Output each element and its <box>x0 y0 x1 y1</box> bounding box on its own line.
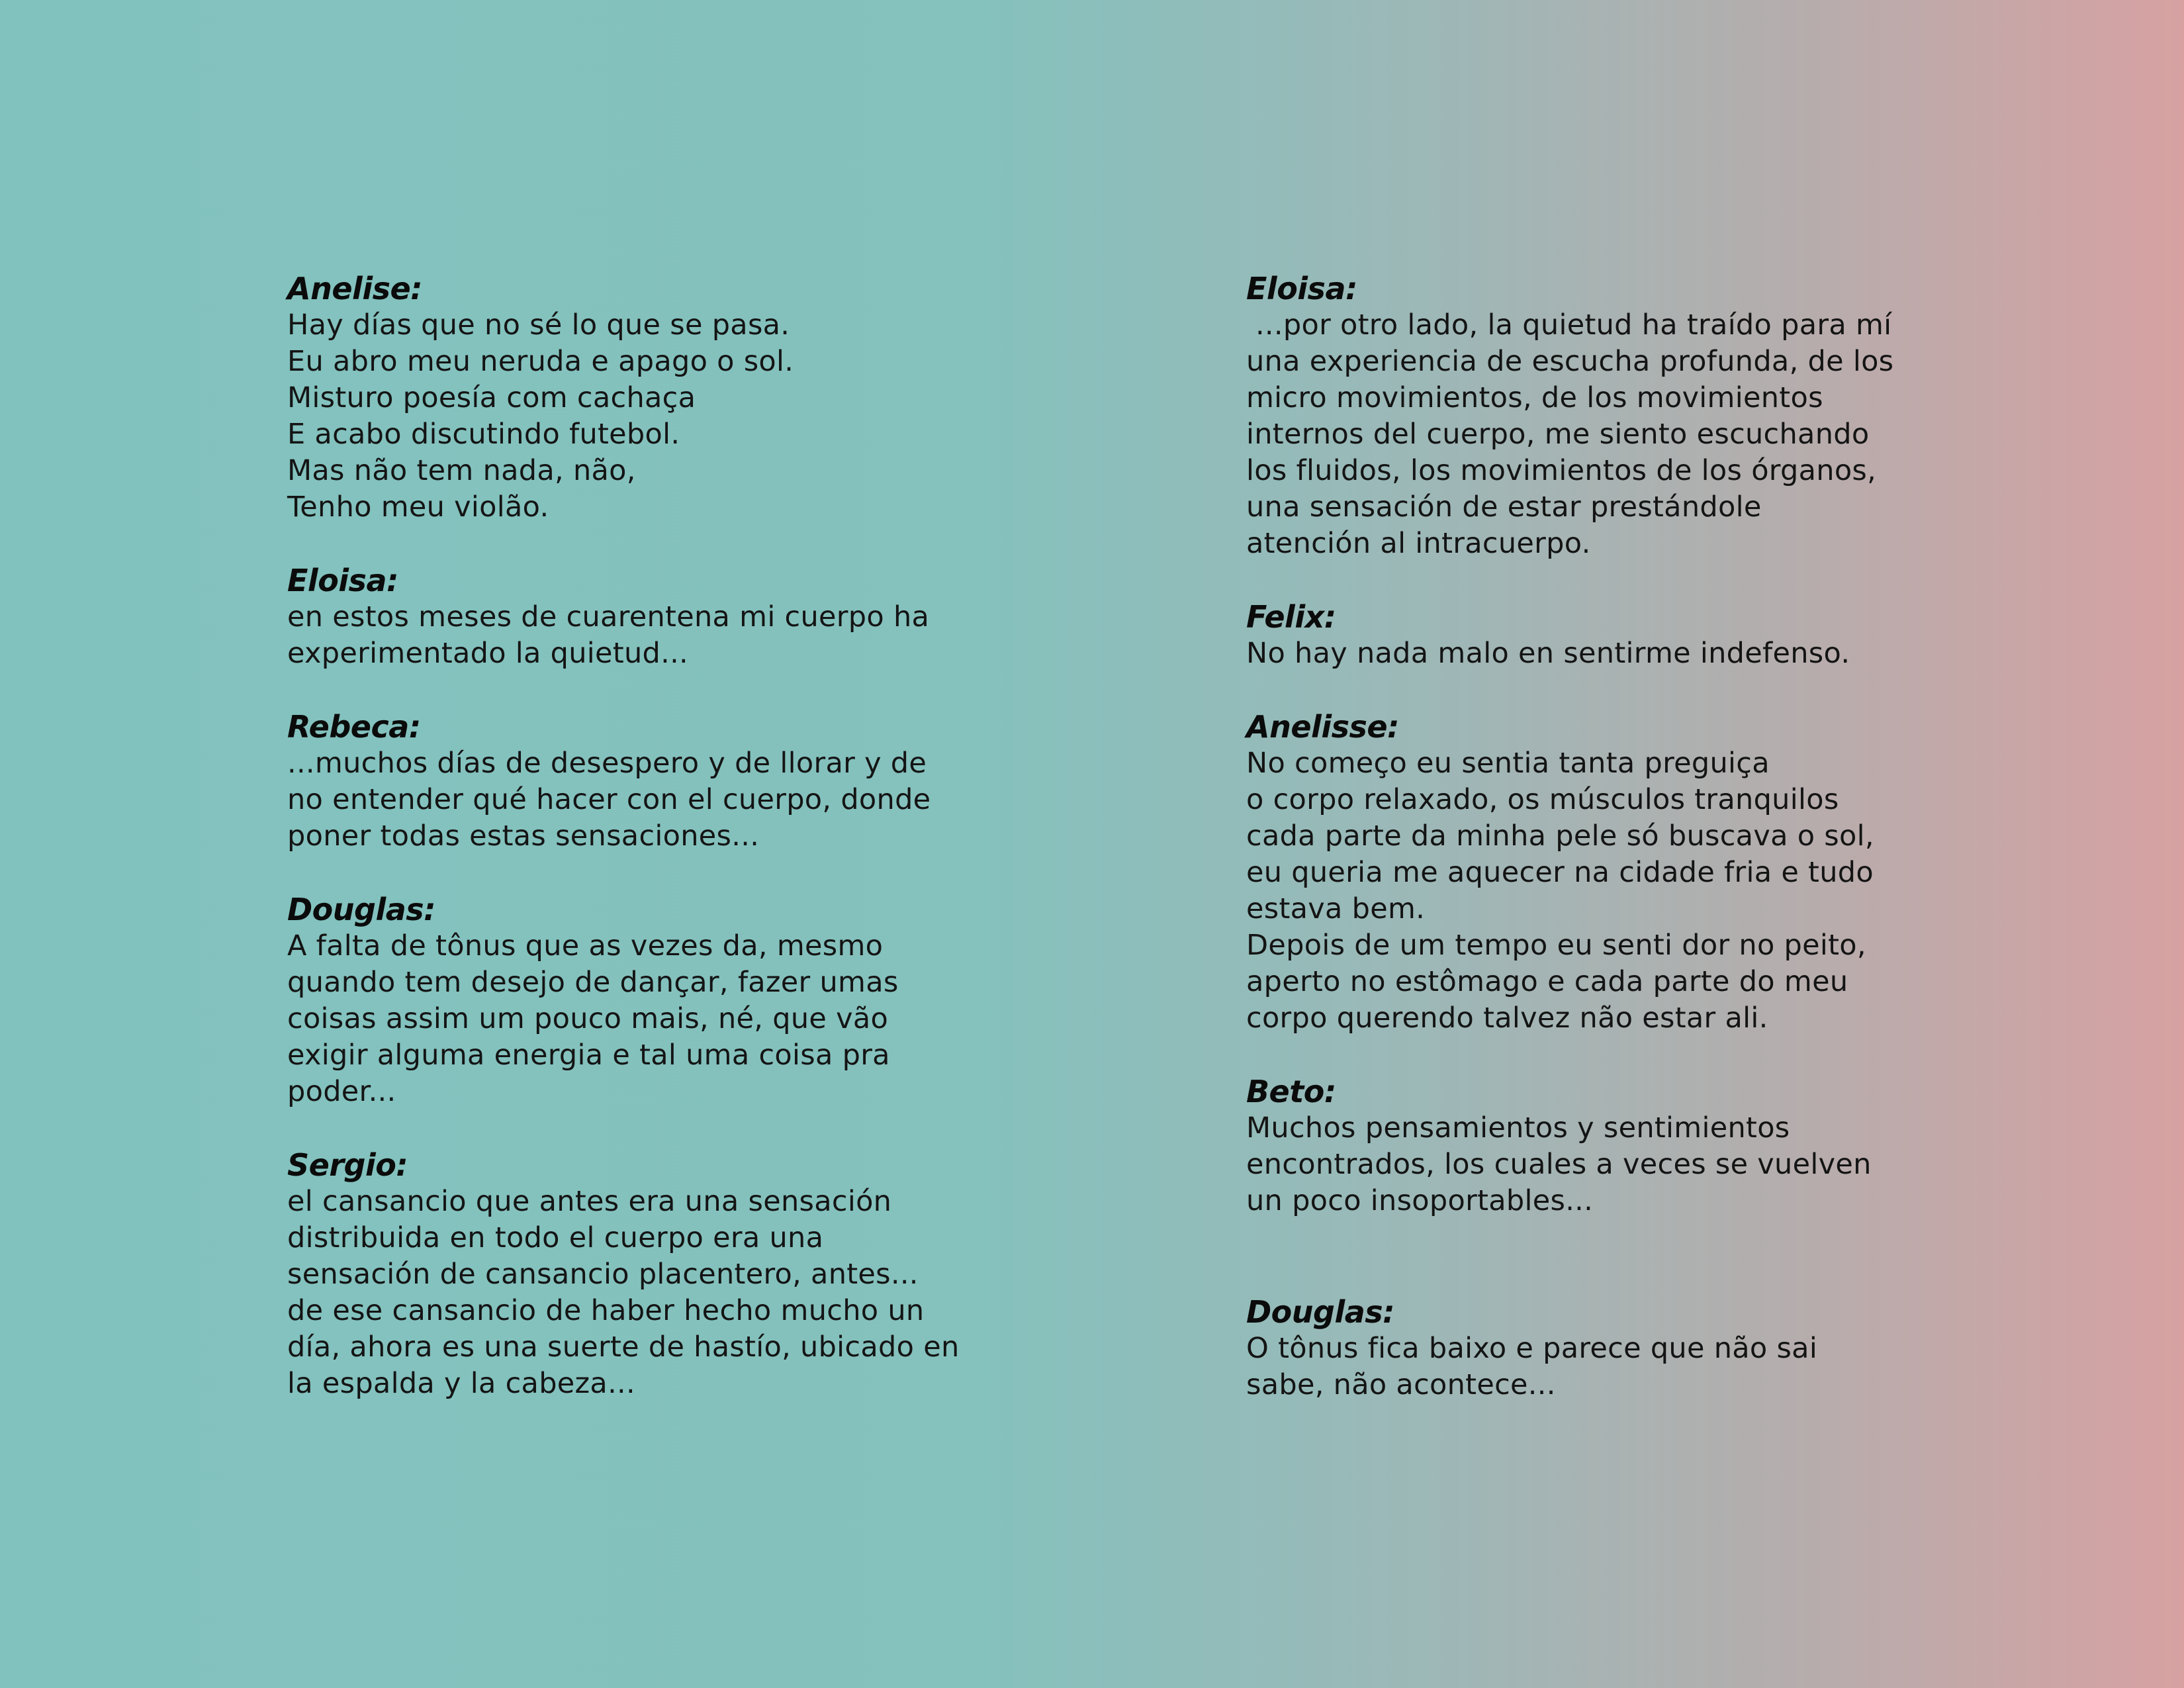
testimony-line: una experiencia de escucha profunda, de los <box>1246 345 1894 378</box>
speaker-name: Douglas: <box>1246 1294 1395 1330</box>
testimony-entry <box>287 891 1028 1110</box>
testimony-line: de ese cansancio de haber hecho mucho un <box>287 1294 925 1327</box>
testimony-line: día, ahora es una suerte de hastío, ubicado en <box>287 1331 960 1364</box>
testimony-line: internos del cuerpo, me siento escuchando <box>1246 418 1870 451</box>
speaker-name: Rebeca: <box>287 709 421 745</box>
testimony-line: en estos meses de cuarentena mi cuerpo ha <box>287 600 930 633</box>
testimony-line: No hay nada malo en sentirme indefenso. <box>1246 637 1850 670</box>
testimony-entry <box>287 708 1028 855</box>
testimony-line: encontrados, los cuales a veces se vuelven <box>1246 1148 1872 1181</box>
testimony-entry <box>287 1147 1028 1402</box>
testimony-entry <box>1246 1073 1987 1219</box>
testimony-line: micro movimientos, de los movimientos <box>1246 381 1823 414</box>
testimony-entry <box>287 270 1028 526</box>
testimony-line: atención al intracuerpo. <box>1246 527 1591 560</box>
speaker-name: Eloisa: <box>1246 271 1357 306</box>
testimony-line: aperto no estômago e cada parte do meu <box>1246 965 1848 998</box>
testimony-line: Mas não tem nada, não, <box>287 454 636 487</box>
testimony-line: cada parte da minha pele só buscava o sol, <box>1246 820 1874 853</box>
testimony-line: distribuida en todo el cuerpo era una <box>287 1221 824 1254</box>
testimony-line: o corpo relaxado, os músculos tranquilos <box>1246 783 1839 816</box>
testimony-line: Eu abro meu neruda e apago o sol. <box>287 345 794 378</box>
speaker-name: Douglas: <box>287 892 436 927</box>
testimony-line: estava bem. <box>1246 892 1426 925</box>
testimony-line: poner todas estas sensaciones... <box>287 820 760 853</box>
testimony-line: O tônus fica baixo e parece que não sai <box>1246 1332 1818 1365</box>
testimony-line: Misturo poesía com cachaça <box>287 381 696 414</box>
testimony-line: un poco insoportables... <box>1246 1184 1594 1217</box>
testimony-line: ...por otro lado, la quietud ha traído para mí <box>1246 308 1892 342</box>
testimony-entry <box>1246 270 1987 562</box>
testimony-line: los fluidos, los movimientos de los órganos, <box>1246 454 1877 487</box>
testimony-entry <box>1246 1293 1987 1403</box>
testimony-line: E acabo discutindo futebol. <box>287 418 680 451</box>
testimony-line: No começo eu sentia tanta preguiça <box>1246 747 1770 780</box>
speaker-name: Eloisa: <box>287 563 398 598</box>
testimony-line: Depois de um tempo eu senti dor no peito, <box>1246 929 1866 962</box>
testimony-line: A falta de tônus que as vezes da, mesmo <box>287 929 884 962</box>
speaker-name: Anelise: <box>287 271 423 306</box>
testimony-entry <box>287 562 1028 672</box>
testimony-line: quando tem desejo de dançar, fazer umas <box>287 966 899 999</box>
right-column <box>1246 270 1987 1440</box>
testimony-line: Tenho meu violão. <box>287 491 549 524</box>
testimony-line: no entender qué hacer con el cuerpo, donde <box>287 783 931 816</box>
testimony-line: sabe, não acontece... <box>1246 1368 1556 1401</box>
testimony-line: una sensación de estar prestándole <box>1246 491 1762 524</box>
speaker-name: Beto: <box>1246 1074 1336 1109</box>
testimony-line: experimentado la quietud... <box>287 637 689 670</box>
testimony-line: el cansancio que antes era una sensación <box>287 1185 892 1218</box>
speaker-name: Sergio: <box>287 1147 408 1183</box>
speaker-name: Felix: <box>1246 599 1336 635</box>
testimony-entry <box>1246 708 1987 1037</box>
testimony-line: Muchos pensamientos y sentimientos <box>1246 1111 1790 1145</box>
testimony-line: coisas assim um pouco mais, né, que vão <box>287 1002 889 1035</box>
testimony-line: exigir alguma energia e tal uma coisa pra <box>287 1039 890 1072</box>
testimony-line: poder... <box>287 1075 396 1108</box>
testimony-entry <box>1246 598 1987 672</box>
testimony-line: Hay días que no sé lo que se pasa. <box>287 308 790 342</box>
testimony-line: corpo querendo talvez não estar ali. <box>1246 1002 1768 1035</box>
testimony-line: eu queria me aquecer na cidade fria e tudo <box>1246 856 1874 889</box>
speaker-name: Anelisse: <box>1246 709 1399 745</box>
testimony-line: sensación de cansancio placentero, antes... <box>287 1258 919 1291</box>
testimony-line: ...muchos días de desespero y de llorar y de <box>287 747 927 780</box>
testimony-line: la espalda y la cabeza... <box>287 1367 635 1400</box>
left-column <box>287 270 1028 1438</box>
